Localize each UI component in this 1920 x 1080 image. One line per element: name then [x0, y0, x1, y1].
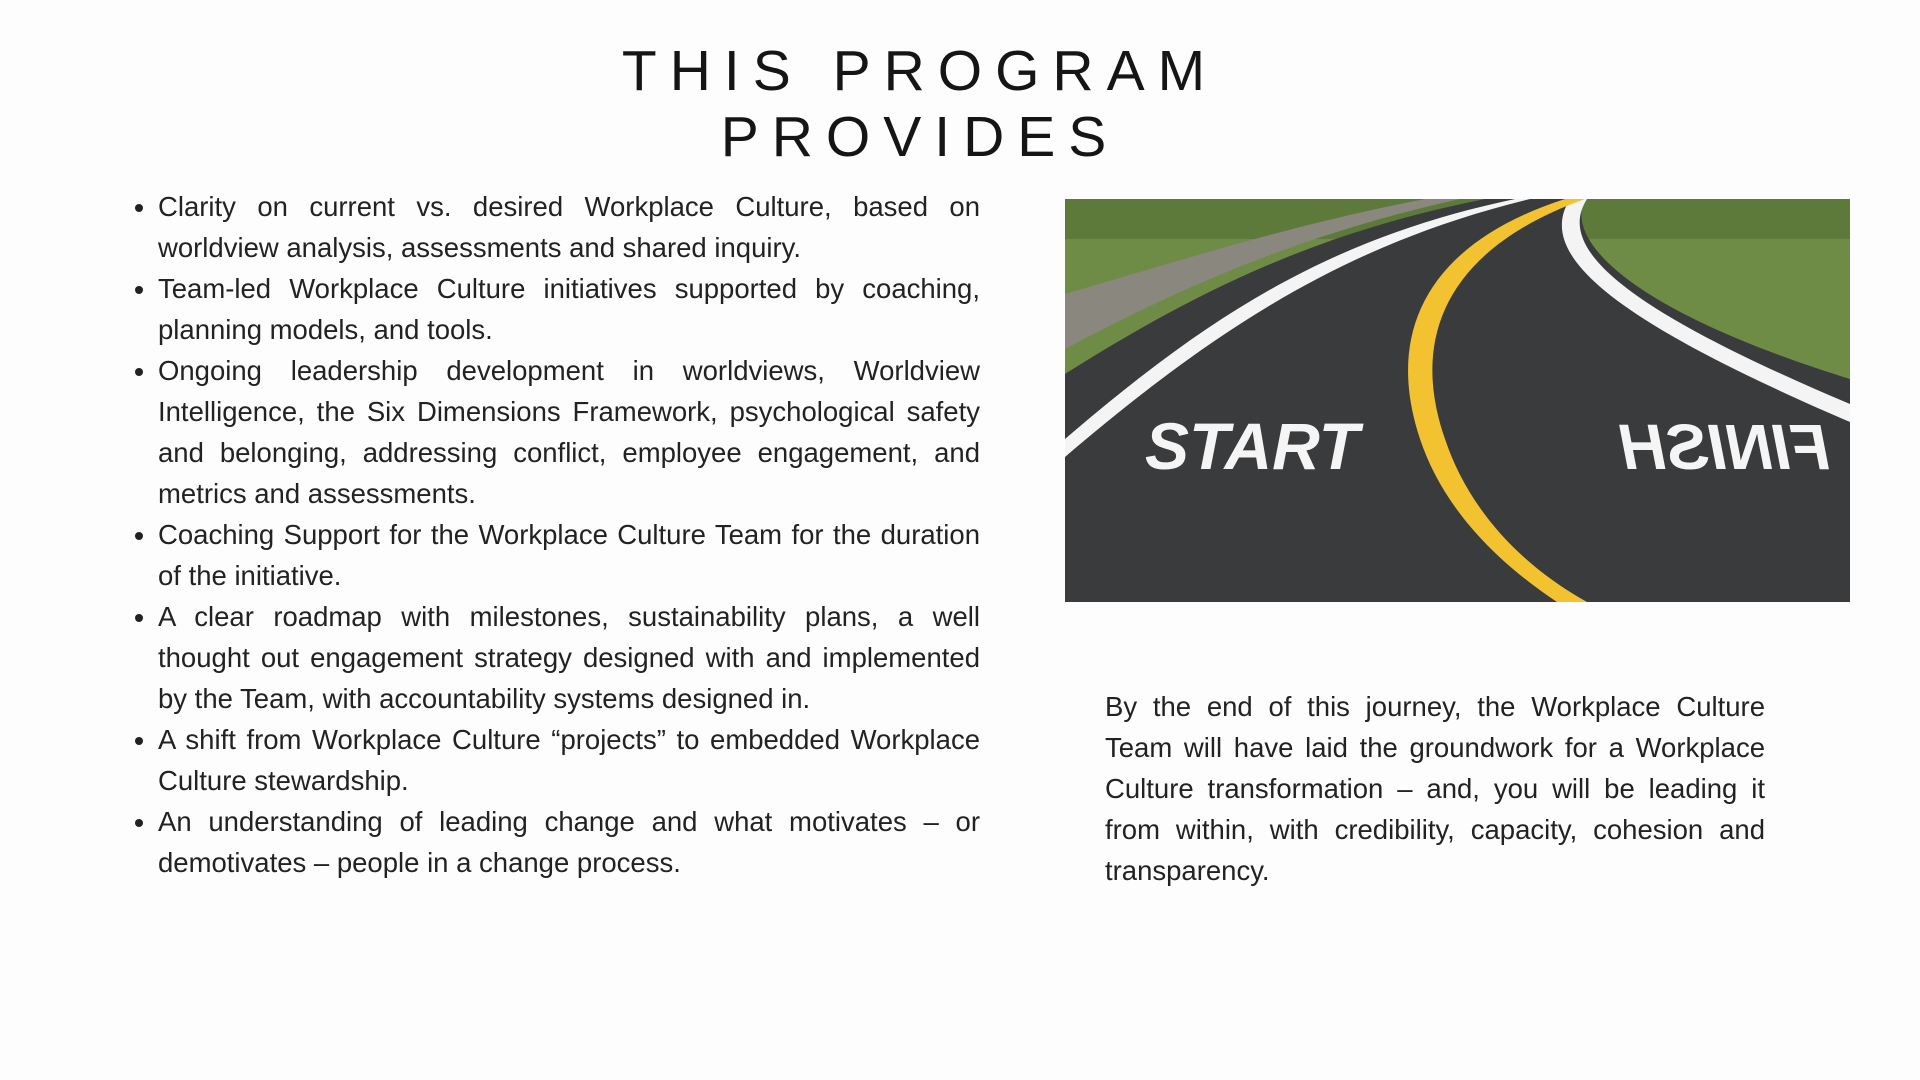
summary-paragraph: By the end of this journey, the Workplace Culture Team will have laid the groundwork for a Workplace Culture transformation – and, you will be leading it from within, with credibility, capacity, cohesion and transparency.	[1105, 691, 1765, 886]
road-start-finish-photo	[1065, 199, 1850, 602]
list-item: • Ongoing leadership development in worldviews, Worldview Intelligence, the Six Dimensions Framework, psychological safety and belonging, addressing conflict, employee engagement, and metrics and assessments.	[158, 350, 980, 514]
list-item: • A clear roadmap with milestones, sustainability plans, a well thought out engagement strategy designed with and implemented by the Team, with accountability systems designed in.	[158, 596, 980, 719]
page-title: THIS PROGRAM PROVIDES	[621, 39, 1219, 169]
list-item: • Team-led Workplace Culture initiatives supported by coaching, planning models, and tools.	[158, 268, 980, 350]
benefits-list	[138, 186, 980, 883]
start-text: START	[1145, 409, 1359, 483]
list-item: • A shift from Workplace Culture “projects” to embedded Workplace Culture stewardship.	[158, 719, 980, 801]
list-item: • Clarity on current vs. desired Workplace Culture, based on worldview analysis, assessments and shared inquiry.	[158, 186, 980, 268]
road-illustration	[1065, 199, 1850, 602]
finish-text: FINISH	[1620, 411, 1830, 483]
list-item: • An understanding of leading change and what motivates – or demotivates – people in a change process.	[158, 801, 980, 883]
list-item: • Coaching Support for the Workplace Culture Team for the duration of the initiative.	[158, 514, 980, 596]
